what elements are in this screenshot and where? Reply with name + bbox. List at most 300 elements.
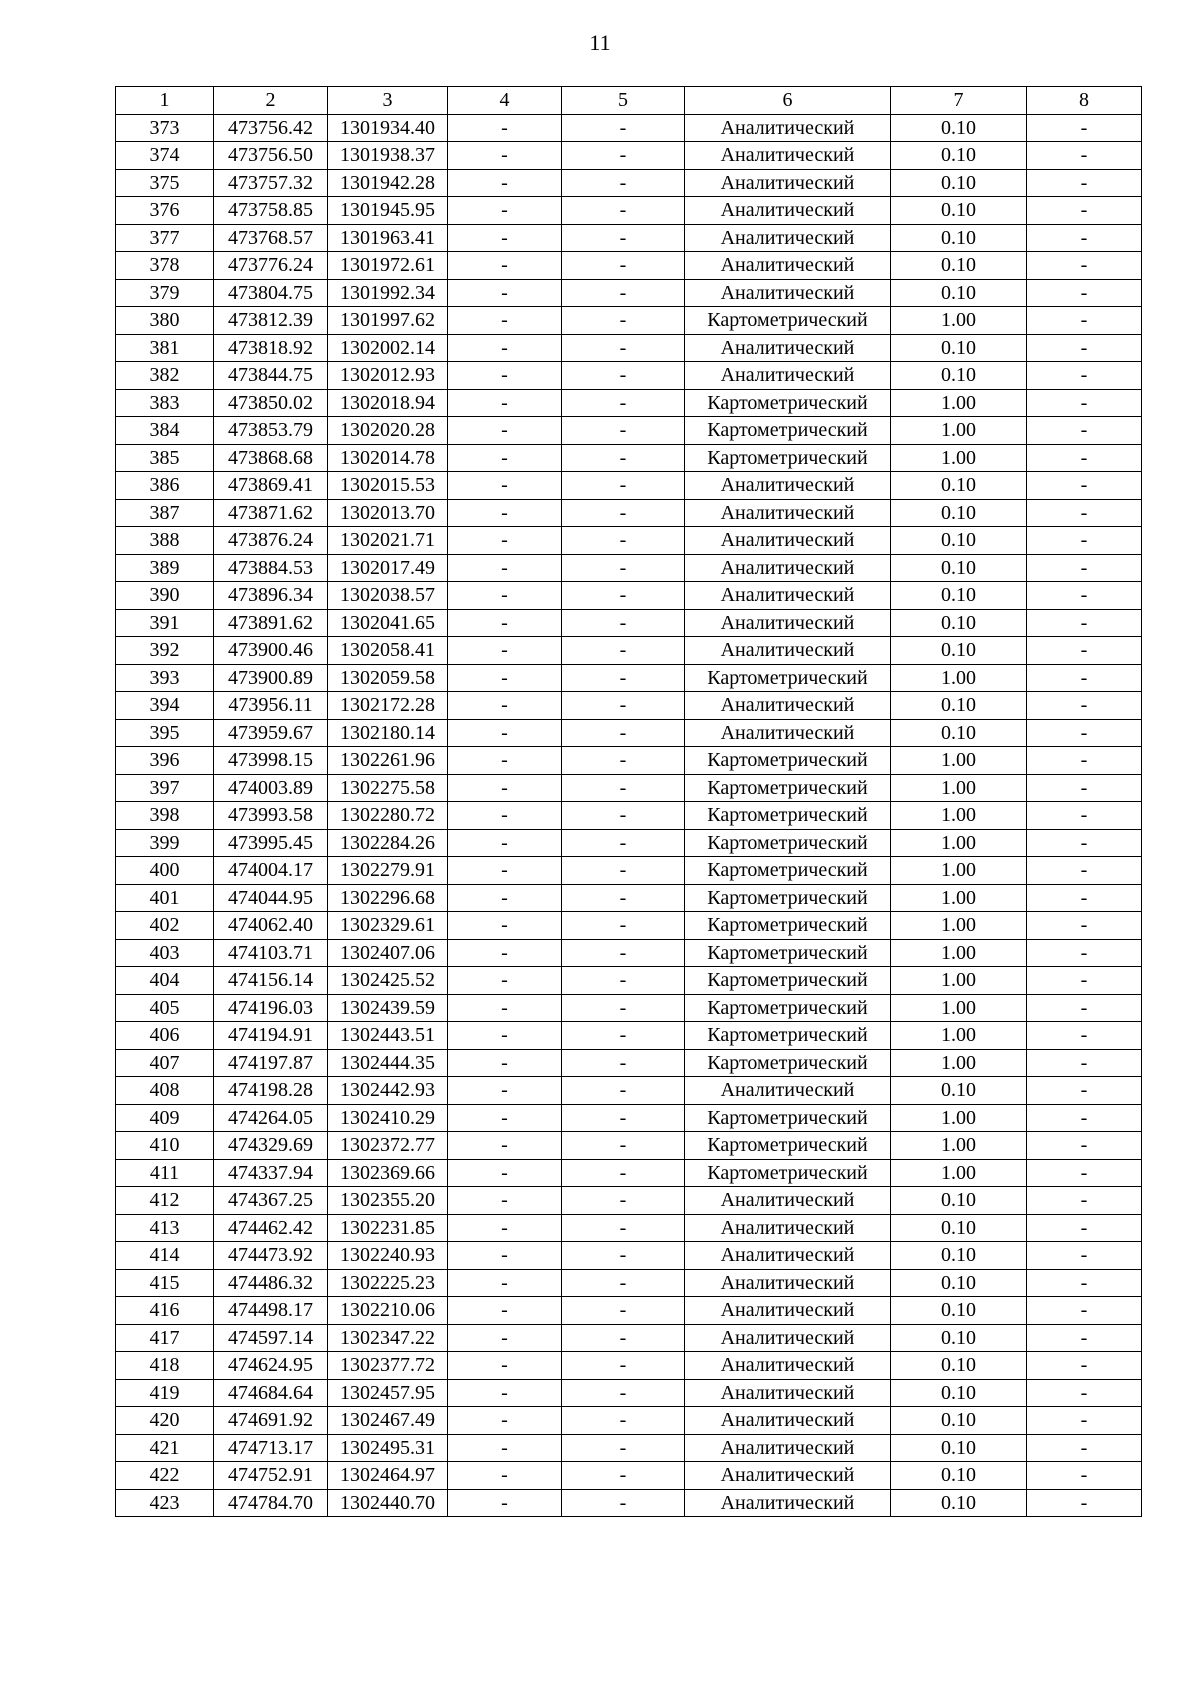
table-cell: - bbox=[562, 1022, 685, 1050]
table-cell: - bbox=[1027, 637, 1142, 665]
table-cell: 474684.64 bbox=[214, 1379, 328, 1407]
table-cell: 1302180.14 bbox=[328, 719, 448, 747]
table-row bbox=[116, 774, 1142, 802]
table-cell: - bbox=[562, 362, 685, 390]
table-cell: 473812.39 bbox=[214, 307, 328, 335]
table-cell: 380 bbox=[116, 307, 214, 335]
table-cell: 1302467.49 bbox=[328, 1407, 448, 1435]
table-cell: - bbox=[1027, 1214, 1142, 1242]
table-cell: 421 bbox=[116, 1434, 214, 1462]
table-cell: - bbox=[448, 1214, 562, 1242]
table-cell: 474597.14 bbox=[214, 1324, 328, 1352]
table-cell: - bbox=[562, 444, 685, 472]
table-row bbox=[116, 197, 1142, 225]
table-cell: - bbox=[562, 1462, 685, 1490]
table-cell: 405 bbox=[116, 994, 214, 1022]
table-cell: 473884.53 bbox=[214, 554, 328, 582]
table-cell: 473804.75 bbox=[214, 279, 328, 307]
table-cell: - bbox=[562, 994, 685, 1022]
table-cell: - bbox=[1027, 692, 1142, 720]
table-row bbox=[116, 224, 1142, 252]
table-cell: - bbox=[448, 1159, 562, 1187]
table-cell: 381 bbox=[116, 334, 214, 362]
table-cell: - bbox=[1027, 1242, 1142, 1270]
table-cell: 474003.89 bbox=[214, 774, 328, 802]
table-cell: 473956.11 bbox=[214, 692, 328, 720]
table-cell: Картометрический bbox=[685, 802, 891, 830]
table-cell: Картометрический bbox=[685, 664, 891, 692]
table-cell: 1.00 bbox=[891, 444, 1027, 472]
table-cell: 474367.25 bbox=[214, 1187, 328, 1215]
table-cell: 1.00 bbox=[891, 829, 1027, 857]
table-cell: 1302041.65 bbox=[328, 609, 448, 637]
table-cell: 473850.02 bbox=[214, 389, 328, 417]
table-cell: 390 bbox=[116, 582, 214, 610]
table-cell: - bbox=[448, 224, 562, 252]
table-cell: - bbox=[1027, 554, 1142, 582]
table-cell: 474194.91 bbox=[214, 1022, 328, 1050]
table-cell: 1302280.72 bbox=[328, 802, 448, 830]
table-cell: - bbox=[1027, 1297, 1142, 1325]
table-cell: 473871.62 bbox=[214, 499, 328, 527]
table-cell: 395 bbox=[116, 719, 214, 747]
table-cell: 379 bbox=[116, 279, 214, 307]
table-cell: 0.10 bbox=[891, 1187, 1027, 1215]
table-cell: - bbox=[448, 499, 562, 527]
table-cell: 392 bbox=[116, 637, 214, 665]
table-cell: 412 bbox=[116, 1187, 214, 1215]
table-cell: Картометрический bbox=[685, 1104, 891, 1132]
table-cell: 474264.05 bbox=[214, 1104, 328, 1132]
table-cell: - bbox=[448, 114, 562, 142]
table-cell: 473900.46 bbox=[214, 637, 328, 665]
table-cell: 474062.40 bbox=[214, 912, 328, 940]
table-cell: 0.10 bbox=[891, 169, 1027, 197]
table-cell: 1302058.41 bbox=[328, 637, 448, 665]
table-cell: - bbox=[1027, 802, 1142, 830]
table-cell: - bbox=[1027, 1132, 1142, 1160]
table-cell: - bbox=[562, 829, 685, 857]
table-cell: 474498.17 bbox=[214, 1297, 328, 1325]
table-cell: Аналитический bbox=[685, 1077, 891, 1105]
table-cell: - bbox=[1027, 417, 1142, 445]
table-cell: 474624.95 bbox=[214, 1352, 328, 1380]
table-cell: 0.10 bbox=[891, 1352, 1027, 1380]
table-cell: - bbox=[448, 444, 562, 472]
table-cell: 0.10 bbox=[891, 637, 1027, 665]
table-cell: 1302372.77 bbox=[328, 1132, 448, 1160]
table-cell: 1302038.57 bbox=[328, 582, 448, 610]
table-cell: - bbox=[448, 252, 562, 280]
table-cell: 1302210.06 bbox=[328, 1297, 448, 1325]
table-cell: 0.10 bbox=[891, 692, 1027, 720]
table-cell: 473876.24 bbox=[214, 527, 328, 555]
table-cell: Аналитический bbox=[685, 1489, 891, 1517]
table-cell: - bbox=[1027, 1434, 1142, 1462]
table-row bbox=[116, 1434, 1142, 1462]
table-cell: Аналитический bbox=[685, 1269, 891, 1297]
table-cell: 1.00 bbox=[891, 884, 1027, 912]
table-cell: 0.10 bbox=[891, 1462, 1027, 1490]
table-cell: - bbox=[562, 197, 685, 225]
table-cell: 1302329.61 bbox=[328, 912, 448, 940]
table-cell: 420 bbox=[116, 1407, 214, 1435]
table-cell: Картометрический bbox=[685, 417, 891, 445]
table-cell: - bbox=[1027, 1049, 1142, 1077]
table-cell: 473768.57 bbox=[214, 224, 328, 252]
table-cell: - bbox=[448, 1297, 562, 1325]
table-cell: - bbox=[1027, 1104, 1142, 1132]
table-cell: - bbox=[1027, 1462, 1142, 1490]
table-cell: 1302020.28 bbox=[328, 417, 448, 445]
table-cell: - bbox=[562, 582, 685, 610]
table-row bbox=[116, 417, 1142, 445]
table-cell: - bbox=[448, 802, 562, 830]
table-row bbox=[116, 829, 1142, 857]
table-cell: 386 bbox=[116, 472, 214, 500]
table-cell: - bbox=[1027, 774, 1142, 802]
table-row bbox=[116, 554, 1142, 582]
table-cell: 1302425.52 bbox=[328, 967, 448, 995]
table-cell: - bbox=[448, 1104, 562, 1132]
table-cell: 474004.17 bbox=[214, 857, 328, 885]
table-cell: - bbox=[562, 1489, 685, 1517]
table-cell: 474329.69 bbox=[214, 1132, 328, 1160]
table-cell: 1302369.66 bbox=[328, 1159, 448, 1187]
table-cell: - bbox=[562, 169, 685, 197]
table-cell: - bbox=[1027, 829, 1142, 857]
table-cell: 407 bbox=[116, 1049, 214, 1077]
table-cell: 1.00 bbox=[891, 939, 1027, 967]
table-cell: 0.10 bbox=[891, 582, 1027, 610]
table-cell: - bbox=[1027, 1269, 1142, 1297]
table-cell: Картометрический bbox=[685, 1159, 891, 1187]
table-cell: - bbox=[448, 692, 562, 720]
table-cell: - bbox=[1027, 307, 1142, 335]
table-cell: - bbox=[448, 829, 562, 857]
table-cell: 1.00 bbox=[891, 912, 1027, 940]
table-cell: 376 bbox=[116, 197, 214, 225]
table-cell: - bbox=[1027, 609, 1142, 637]
table-row bbox=[116, 1104, 1142, 1132]
table-cell: - bbox=[448, 1022, 562, 1050]
table-cell: - bbox=[448, 1407, 562, 1435]
table-cell: 382 bbox=[116, 362, 214, 390]
table-cell: 406 bbox=[116, 1022, 214, 1050]
table-cell: - bbox=[448, 417, 562, 445]
table-cell: - bbox=[448, 1352, 562, 1380]
table-row bbox=[116, 912, 1142, 940]
table-row bbox=[116, 884, 1142, 912]
table-row bbox=[116, 747, 1142, 775]
table-cell: Аналитический bbox=[685, 142, 891, 170]
table-cell: 0.10 bbox=[891, 1242, 1027, 1270]
table-cell: Картометрический bbox=[685, 967, 891, 995]
column-header: 2 bbox=[214, 87, 328, 115]
table-cell: 374 bbox=[116, 142, 214, 170]
table-cell: - bbox=[1027, 1324, 1142, 1352]
table-cell: - bbox=[448, 609, 562, 637]
table-cell: 384 bbox=[116, 417, 214, 445]
table-cell: Аналитический bbox=[685, 1379, 891, 1407]
table-cell: - bbox=[562, 692, 685, 720]
table-cell: 0.10 bbox=[891, 1407, 1027, 1435]
table-cell: - bbox=[562, 1434, 685, 1462]
table-cell: Аналитический bbox=[685, 554, 891, 582]
table-cell: 1302410.29 bbox=[328, 1104, 448, 1132]
table-cell: Картометрический bbox=[685, 774, 891, 802]
table-cell: 0.10 bbox=[891, 472, 1027, 500]
table-cell: 1301992.34 bbox=[328, 279, 448, 307]
table-cell: 413 bbox=[116, 1214, 214, 1242]
table-cell: - bbox=[562, 307, 685, 335]
table-cell: - bbox=[562, 1297, 685, 1325]
table-cell: - bbox=[1027, 582, 1142, 610]
table-cell: 375 bbox=[116, 169, 214, 197]
table-cell: 1.00 bbox=[891, 1132, 1027, 1160]
table-cell: - bbox=[448, 637, 562, 665]
column-header: 8 bbox=[1027, 87, 1142, 115]
table-cell: 0.10 bbox=[891, 114, 1027, 142]
table-cell: - bbox=[448, 1489, 562, 1517]
table-cell: 0.10 bbox=[891, 527, 1027, 555]
table-cell: - bbox=[562, 939, 685, 967]
table-cell: - bbox=[562, 554, 685, 582]
table-cell: Аналитический bbox=[685, 1407, 891, 1435]
table-cell: 473853.79 bbox=[214, 417, 328, 445]
table-cell: - bbox=[562, 389, 685, 417]
table-cell: 1.00 bbox=[891, 857, 1027, 885]
table-cell: 414 bbox=[116, 1242, 214, 1270]
table-cell: - bbox=[562, 527, 685, 555]
table-cell: 473869.41 bbox=[214, 472, 328, 500]
table-cell: 1.00 bbox=[891, 389, 1027, 417]
table-cell: 422 bbox=[116, 1462, 214, 1490]
table-cell: - bbox=[562, 1379, 685, 1407]
table-cell: - bbox=[562, 1187, 685, 1215]
table-cell: - bbox=[448, 527, 562, 555]
table-cell: Аналитический bbox=[685, 1214, 891, 1242]
table-cell: 1302440.70 bbox=[328, 1489, 448, 1517]
table-row bbox=[116, 142, 1142, 170]
table-cell: - bbox=[1027, 444, 1142, 472]
table-cell: Картометрический bbox=[685, 857, 891, 885]
table-cell: 1302225.23 bbox=[328, 1269, 448, 1297]
table-cell: - bbox=[448, 389, 562, 417]
table-cell: - bbox=[1027, 527, 1142, 555]
table-row bbox=[116, 1132, 1142, 1160]
table-row bbox=[116, 1242, 1142, 1270]
table-cell: 1302015.53 bbox=[328, 472, 448, 500]
table-cell: 399 bbox=[116, 829, 214, 857]
table-cell: 1302002.14 bbox=[328, 334, 448, 362]
table-cell: - bbox=[448, 774, 562, 802]
table-cell: - bbox=[1027, 224, 1142, 252]
table-cell: Аналитический bbox=[685, 224, 891, 252]
table-cell: - bbox=[448, 884, 562, 912]
table-cell: 1301972.61 bbox=[328, 252, 448, 280]
table-cell: 389 bbox=[116, 554, 214, 582]
table-cell: 1302464.97 bbox=[328, 1462, 448, 1490]
table-cell: 398 bbox=[116, 802, 214, 830]
table-cell: 473757.32 bbox=[214, 169, 328, 197]
table-cell: - bbox=[1027, 664, 1142, 692]
table-cell: 474198.28 bbox=[214, 1077, 328, 1105]
table-cell: - bbox=[562, 664, 685, 692]
table-row bbox=[116, 637, 1142, 665]
table-cell: 0.10 bbox=[891, 1324, 1027, 1352]
table-cell: 404 bbox=[116, 967, 214, 995]
table-cell: 0.10 bbox=[891, 334, 1027, 362]
table-cell: 411 bbox=[116, 1159, 214, 1187]
table-cell: 0.10 bbox=[891, 719, 1027, 747]
table-cell: Картометрический bbox=[685, 912, 891, 940]
table-row bbox=[116, 1324, 1142, 1352]
table-row bbox=[116, 1462, 1142, 1490]
table-cell: - bbox=[562, 1104, 685, 1132]
table-cell: - bbox=[1027, 169, 1142, 197]
table-cell: Аналитический bbox=[685, 1297, 891, 1325]
table-cell: Аналитический bbox=[685, 1187, 891, 1215]
table-row bbox=[116, 1379, 1142, 1407]
table-cell: 474473.92 bbox=[214, 1242, 328, 1270]
table-cell: Аналитический bbox=[685, 197, 891, 225]
table-cell: - bbox=[448, 994, 562, 1022]
table-cell: - bbox=[448, 1132, 562, 1160]
table-row bbox=[116, 1214, 1142, 1242]
table-cell: 474713.17 bbox=[214, 1434, 328, 1462]
table-row bbox=[116, 1159, 1142, 1187]
table-cell: 1.00 bbox=[891, 307, 1027, 335]
table-cell: Картометрический bbox=[685, 884, 891, 912]
table-cell: 474103.71 bbox=[214, 939, 328, 967]
table-cell: Картометрический bbox=[685, 939, 891, 967]
table-cell: 410 bbox=[116, 1132, 214, 1160]
table-cell: - bbox=[448, 307, 562, 335]
table-cell: Аналитический bbox=[685, 1352, 891, 1380]
table-cell: - bbox=[562, 1214, 685, 1242]
table-cell: 0.10 bbox=[891, 554, 1027, 582]
table-cell: 1.00 bbox=[891, 967, 1027, 995]
table-cell: - bbox=[562, 1049, 685, 1077]
table-cell: Картометрический bbox=[685, 1132, 891, 1160]
table-cell: 1302443.51 bbox=[328, 1022, 448, 1050]
table-cell: - bbox=[562, 1407, 685, 1435]
table-cell: Аналитический bbox=[685, 527, 891, 555]
table-cell: 0.10 bbox=[891, 252, 1027, 280]
table-cell: 0.10 bbox=[891, 362, 1027, 390]
table-cell: Картометрический bbox=[685, 389, 891, 417]
table-cell: 387 bbox=[116, 499, 214, 527]
table-cell: 1302014.78 bbox=[328, 444, 448, 472]
table-cell: 416 bbox=[116, 1297, 214, 1325]
table-cell: 1.00 bbox=[891, 664, 1027, 692]
column-header: 6 bbox=[685, 87, 891, 115]
table-cell: 473776.24 bbox=[214, 252, 328, 280]
table-cell: 419 bbox=[116, 1379, 214, 1407]
table-cell: 473993.58 bbox=[214, 802, 328, 830]
table-cell: 378 bbox=[116, 252, 214, 280]
column-header: 7 bbox=[891, 87, 1027, 115]
table-cell: Картометрический bbox=[685, 1022, 891, 1050]
table-cell: - bbox=[562, 142, 685, 170]
table-cell: 473868.68 bbox=[214, 444, 328, 472]
table-cell: - bbox=[448, 1049, 562, 1077]
table-cell: 402 bbox=[116, 912, 214, 940]
table-row bbox=[116, 939, 1142, 967]
table-cell: 1302018.94 bbox=[328, 389, 448, 417]
table-cell: - bbox=[448, 664, 562, 692]
table-row bbox=[116, 857, 1142, 885]
table-row bbox=[116, 1049, 1142, 1077]
table-cell: - bbox=[448, 1324, 562, 1352]
table-cell: - bbox=[562, 1132, 685, 1160]
table-cell: 1302240.93 bbox=[328, 1242, 448, 1270]
table-cell: Аналитический bbox=[685, 1242, 891, 1270]
table-cell: 473758.85 bbox=[214, 197, 328, 225]
table-cell: - bbox=[448, 967, 562, 995]
table-cell: - bbox=[448, 719, 562, 747]
table-cell: 403 bbox=[116, 939, 214, 967]
table-cell: 0.10 bbox=[891, 279, 1027, 307]
table-cell: 1302013.70 bbox=[328, 499, 448, 527]
table-cell: 1302261.96 bbox=[328, 747, 448, 775]
table-cell: 1301997.62 bbox=[328, 307, 448, 335]
column-header: 1 bbox=[116, 87, 214, 115]
table-cell: 1.00 bbox=[891, 417, 1027, 445]
table-cell: 1302279.91 bbox=[328, 857, 448, 885]
table-cell: 474196.03 bbox=[214, 994, 328, 1022]
table-cell: 473998.15 bbox=[214, 747, 328, 775]
table-cell: 391 bbox=[116, 609, 214, 637]
table-cell: - bbox=[562, 417, 685, 445]
table-row bbox=[116, 389, 1142, 417]
table-cell: 473844.75 bbox=[214, 362, 328, 390]
table-row bbox=[116, 1077, 1142, 1105]
table-cell: 1.00 bbox=[891, 774, 1027, 802]
table-cell: - bbox=[1027, 279, 1142, 307]
column-header: 5 bbox=[562, 87, 685, 115]
table-cell: 1302172.28 bbox=[328, 692, 448, 720]
table-cell: 473756.42 bbox=[214, 114, 328, 142]
table-cell: - bbox=[448, 554, 562, 582]
table-cell: 473900.89 bbox=[214, 664, 328, 692]
table-row bbox=[116, 1022, 1142, 1050]
table-cell: 1302444.35 bbox=[328, 1049, 448, 1077]
table-cell: - bbox=[1027, 389, 1142, 417]
table-cell: 474691.92 bbox=[214, 1407, 328, 1435]
table-cell: 1302296.68 bbox=[328, 884, 448, 912]
table-cell: - bbox=[1027, 1407, 1142, 1435]
table-cell: - bbox=[562, 279, 685, 307]
table-cell: 0.10 bbox=[891, 1434, 1027, 1462]
table-cell: - bbox=[448, 912, 562, 940]
table-cell: Картометрический bbox=[685, 307, 891, 335]
table-cell: - bbox=[448, 1187, 562, 1215]
table-cell: 1302021.71 bbox=[328, 527, 448, 555]
table-cell: - bbox=[562, 912, 685, 940]
coordinates-table bbox=[115, 86, 1142, 1517]
table-cell: - bbox=[562, 802, 685, 830]
table-cell: 417 bbox=[116, 1324, 214, 1352]
table-cell: - bbox=[1027, 362, 1142, 390]
table-cell: 1301934.40 bbox=[328, 114, 448, 142]
table-cell: - bbox=[448, 142, 562, 170]
table-cell: 1302442.93 bbox=[328, 1077, 448, 1105]
table-cell: Аналитический bbox=[685, 169, 891, 197]
table-cell: Аналитический bbox=[685, 582, 891, 610]
table-cell: 0.10 bbox=[891, 1269, 1027, 1297]
